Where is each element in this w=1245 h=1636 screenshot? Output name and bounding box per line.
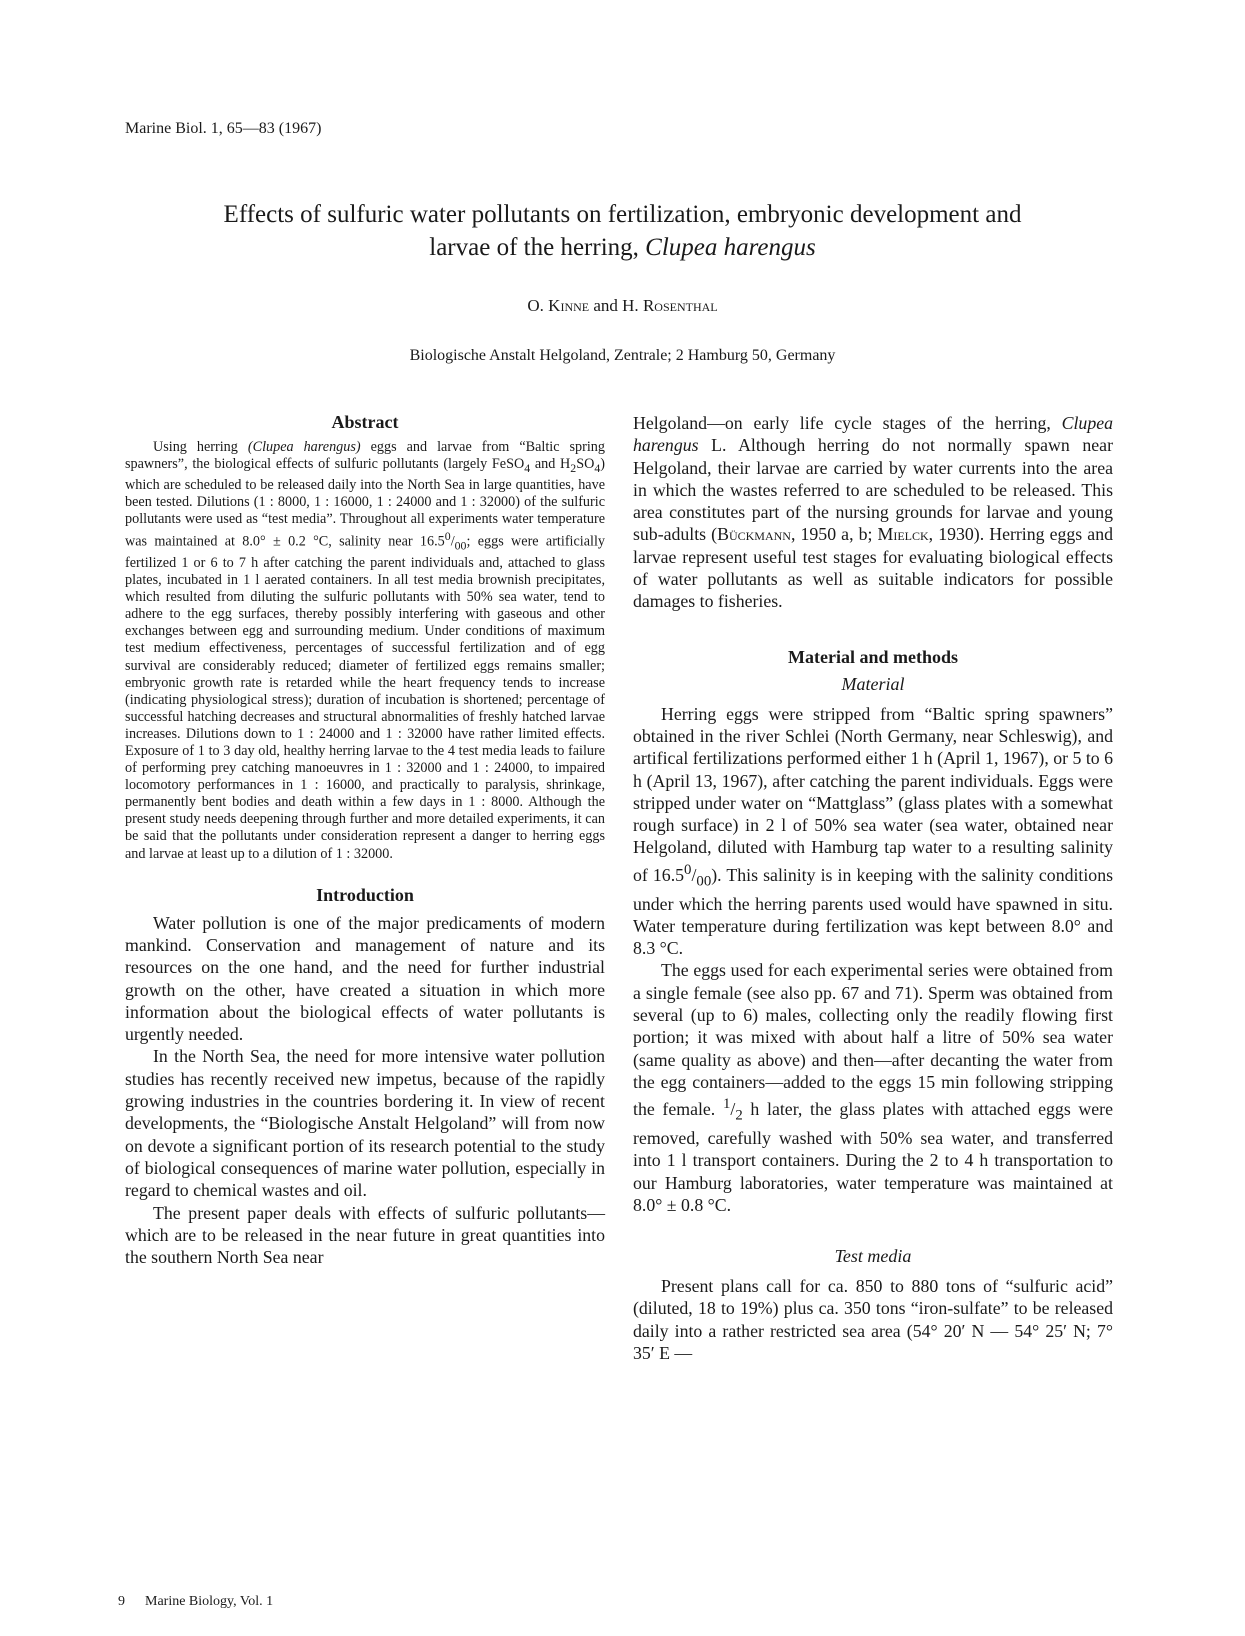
material-subheading: Material xyxy=(841,673,905,694)
methods-section xyxy=(633,647,1113,1365)
author-conjunction: and xyxy=(589,296,623,315)
introduction-paragraph-1: Water pollution is one of the major predicaments of modern mankind. Conservation and management of nature and its resources on the one hand, and the need for further industrial growth on the other, have created a situation in which more information about the biological effects of water pollutants is urgently needed. xyxy=(125,912,605,1045)
methods-heading: Material and methods xyxy=(788,646,958,667)
journal-reference: Marine Biol. 1, 65—83 (1967) xyxy=(125,120,322,137)
author-1-surname: Kinne xyxy=(548,296,590,315)
page-footer xyxy=(118,1594,273,1610)
author-1-initial: O. xyxy=(527,296,549,315)
page-number: 9 xyxy=(118,1594,125,1609)
introduction-heading: Introduction xyxy=(316,884,414,905)
title-line-1: Effects of sulfuric water pollutants on fertilization, embryonic development and xyxy=(223,201,1022,228)
title-line-2: larvae of the herring, xyxy=(429,234,646,261)
introduction-section xyxy=(125,885,605,1269)
abstract-text: Using herring (Clupea harengus) eggs and larvae from “Baltic spring spawners”, the biological effects of sulfuric pollutants (largely FeSO$_4$ and $H_2SO_4$) which are scheduled to be released daily into the North Sea in large quantities, have been tested. Dilutions (1 : 8000, 1 : 16000, 1 : 24000 and 1 : 32000) of the sulfuric pollutants were used as “test media”. Throughout all experiments water temperature was maintained at 8.0° ± 0.2 °C, salinity near $16.5^0/_{00}$; eggs were artificially fertilized 1 or 6 to 7 h after catching the parent individuals and, attached to glass plates, incubated in 1 l aerated containers. In all test media brownish precipitates, which resulted from diluting the sulfuric pollutants with 50% sea water, tend to adhere to the egg surfaces, thereby possibly interfering with gaseous and other exchanges between egg and surrounding medium. Under conditions of maximum test medium effectiveness, percentages of successful fertilization and of egg survival are considerably reduced; diameter of fertilized eggs remains smaller; embryonic growth rate is retarded while the heart frequency tends to increase (indicating physiological stress); duration of incubation is shortened; percentage of successful hatching decreases and structural abnormalities of freshly hatched larvae increases. Dilutions down to 1 : 24000 and 1 : 32000 have rather limited effects. Exposure of 1 to 3 day old, healthy herring larvae to the 4 test media leads to failure of performing prey catching manoeuvres in 1 : 32000 and 1 : 24000, to impaired locomotory performances in 1 : 16000, and practically to paralysis, shrinkage, permanently bent bodies and death within a few days in 1 : 8000. Although the present study needs deepening through further and more detailed experiments, it can be said that the pollutants under consideration represent a danger to herring eggs and larvae at least up to a dilution of 1 : 32000. xyxy=(125,439,605,862)
author-list xyxy=(0,296,1245,316)
author-2-surname: Rosenthal xyxy=(642,296,718,315)
title-species: Clupea harengus xyxy=(645,234,816,261)
test-media-subheading: Test media xyxy=(834,1246,912,1267)
affiliation: Biologische Anstalt Helgoland, Zentrale; 2 Hamburg 50, Germany xyxy=(409,347,836,364)
author-2-initial: H. xyxy=(622,296,643,315)
left-column xyxy=(125,412,605,1268)
right-column xyxy=(633,412,1113,1364)
introduction-paragraph-2: In the North Sea, the need for more intensive water pollution studies has recently received new impetus, because of the rapidly growing industries in the countries bordering it. In view of recent developments, the “Biologische Anstalt Helgoland” will from now on devote a significant portion of its research potential to the study of biological consequences of marine water pollution, especially in regard to chemical wastes and oil. xyxy=(125,1046,605,1201)
material-paragraph-1: Herring eggs were stripped from “Baltic spring spawners” obtained in the river Schlei (North Germany, near Schleswig), and artifical fertilizations performed either 1 h (April 1, 1967), or 5 to 6 h (April 13, 1967), after catching the parent individuals. Eggs were stripped under water on “Mattglass” (glass plates with a somewhat rough surface) in 2 l of 50% sea water (sea water, obtained near Helgoland, diluted with Hamburg tap water to a resulting salinity of $16.5^0/_{00}$). This salinity is in keeping with the salinity conditions under which the herring parents used would have spawned in situ. Water temperature during fertilization was kept between 8.0° and 8.3 °C. xyxy=(633,703,1113,959)
test-media-paragraph: Present plans call for ca. 850 to 880 tons of “sulfuric acid” (diluted, 18 to 19%) plus ca. 350 tons “iron-sulfate” to be released daily into a rather restricted sea area (54° 20′ N — 54° 25′ N; 7° 35′ E — xyxy=(633,1276,1113,1364)
footer-journal: Marine Biology, Vol. 1 xyxy=(145,1594,274,1609)
material-paragraph-2: The eggs used for each experimental series were obtained from a single female (see also pp. 67 and 71). Sperm was obtained from several (up to 6) males, collecting only the readily flowing first portion; it was mixed with about half a litre of 50% sea water (same quality as above) and then—after decanting the water from the egg containers—added to the eggs 15 min following stripping the female. $^1/_2$ h later, the glass plates with attached eggs were removed, carefully washed with 50% sea water, and transferred into 1 l transport containers. During the 2 to 4 h transportation to our Hamburg laboratories, water temperature was maintained at 8.0° ± 0.8 °C. xyxy=(633,960,1113,1215)
abstract-section xyxy=(125,412,605,863)
introduction-continuation: Helgoland—on early life cycle stages of the herring, Clupea harengus L. Although herring do not normally spawn near Helgoland, their larvae are carried by water currents into the area in which the wastes referred to are scheduled to be released. This area constitutes part of the nursing grounds for larvae and young sub-adults (Bückmann, 1950 a, b; Mielck, 1930). Herring eggs and larvae represent useful test stages for evaluating biological effects of water pollutants as well as suitable indicators for possible damages to fisheries. xyxy=(633,413,1113,612)
article-title xyxy=(130,198,1115,264)
abstract-heading: Abstract xyxy=(331,412,399,432)
introduction-paragraph-3: The present paper deals with effects of sulfuric pollutants—which are to be released in the near future in great quantities into the southern North Sea near xyxy=(125,1202,605,1268)
